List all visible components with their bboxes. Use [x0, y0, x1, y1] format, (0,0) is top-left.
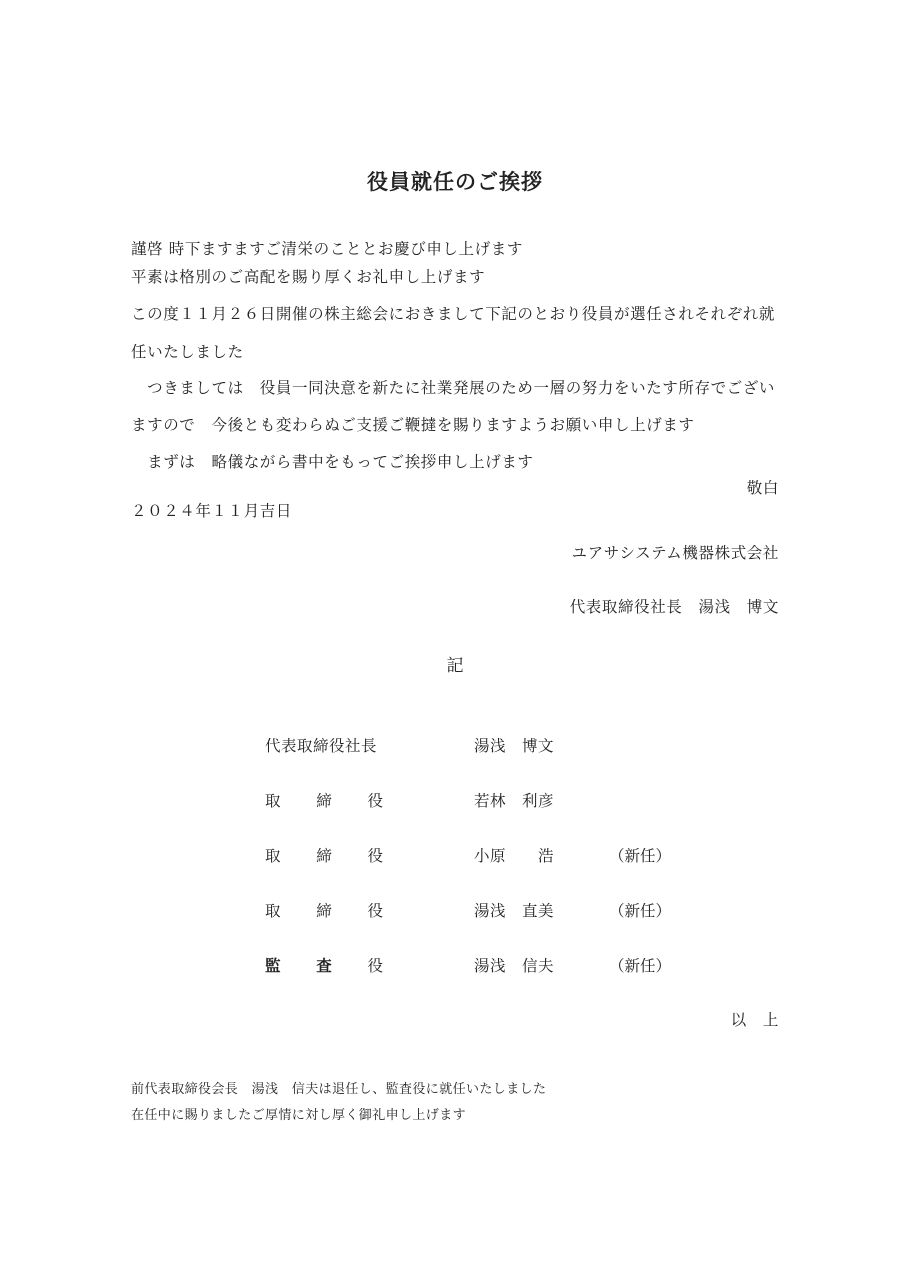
role-char: 役	[367, 847, 383, 865]
officer-status: （新任）	[609, 957, 672, 975]
role-char: 監	[265, 956, 281, 975]
paragraph-2-line-2: ますので 今後とも変わらぬご支援ご鞭撻を賜りますようお願い申し上げます	[131, 416, 695, 434]
officer-name: 若林 利彦	[474, 792, 555, 810]
role-char: 締	[316, 792, 332, 810]
officer-name: 湯浅 信夫	[474, 957, 555, 975]
role-char: 役	[367, 957, 383, 975]
role-char: 締	[316, 902, 332, 920]
officer-name: 湯浅 博文	[474, 737, 555, 755]
paragraph-2-line-1: つきましては 役員一同決意を新たに社業発展のため一層の努力をいたす所存でござい	[131, 379, 776, 397]
date-line: ２０２４年１１月吉日	[131, 502, 293, 520]
greeting-line-1: 謹啓 時下ますますご清栄のこととお慶び申し上げます	[131, 240, 523, 258]
role-char: 査	[316, 956, 332, 975]
officer-role	[265, 954, 383, 976]
officer-name: 湯浅 直美	[474, 902, 555, 920]
role-char: 取	[265, 902, 281, 920]
officer-role: 代表取締役社長	[265, 737, 378, 755]
ijou-closing: 以 上	[730, 1011, 779, 1029]
signer-line: 代表取締役社長 湯浅 博文	[569, 598, 779, 616]
officer-role	[265, 899, 383, 921]
paragraph-3: まずは 略儀ながら書中をもってご挨拶申し上げます	[131, 453, 534, 471]
ki-heading: 記	[446, 656, 464, 676]
officer-status: （新任）	[609, 847, 672, 865]
role-char: 取	[265, 847, 281, 865]
officer-name: 小原 浩	[474, 847, 555, 865]
officer-role	[265, 844, 383, 866]
closing-keihaku: 敬白	[746, 479, 779, 497]
company-name: ユアサシステム機器株式会社	[571, 544, 779, 562]
greeting-line-2: 平素は格別のご高配を賜り厚くお礼申し上げます	[131, 268, 486, 286]
role-char: 取	[265, 792, 281, 810]
footnote-line-2: 在任中に賜りましたご厚情に対し厚く御礼申し上げます	[131, 1108, 467, 1123]
footnote-line-1: 前代表取締役会長 湯浅 信夫は退任し、監査役に就任いたしました	[131, 1082, 547, 1097]
paragraph-1-line-2: 任いたしました	[131, 343, 244, 361]
officer-role	[265, 789, 383, 811]
role-char: 役	[367, 902, 383, 920]
officer-status: （新任）	[609, 902, 672, 920]
paragraph-1-line-1: この度１１月２６日開催の株主総会におきまして下記のとおり役員が選任されそれぞれ就	[131, 305, 776, 323]
page-title: 役員就任のご挨拶	[367, 169, 543, 194]
role-char: 役	[367, 792, 383, 810]
role-char: 締	[316, 847, 332, 865]
